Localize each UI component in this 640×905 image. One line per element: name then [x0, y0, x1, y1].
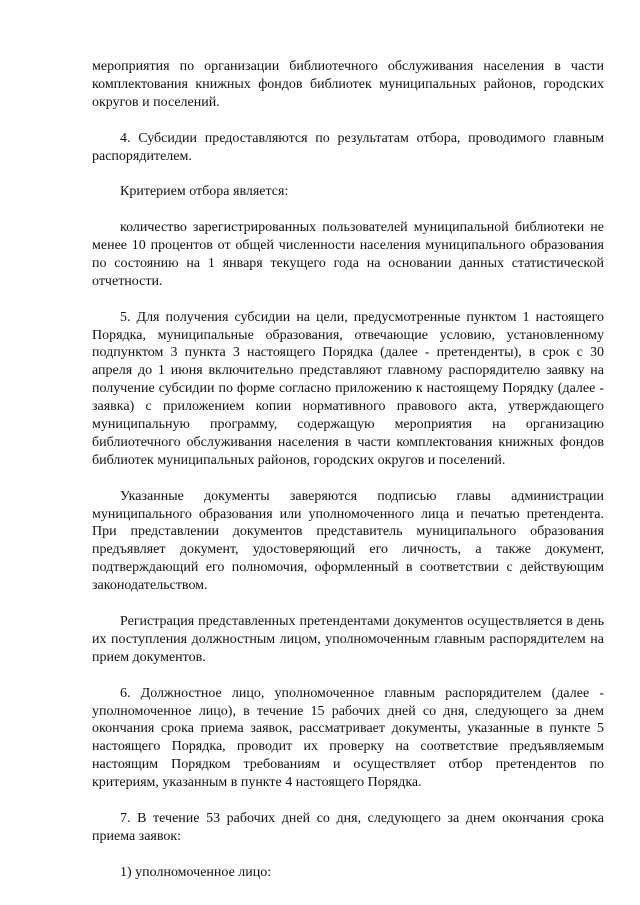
paragraph-registration: Регистрация представленных претендентами документов осуществляется в день их поступления должностным лицом, уполномоченным главным распорядителем на прием документов.: [92, 614, 604, 665]
paragraph-criterion-heading: Критерием отбора является:: [120, 184, 289, 200]
paragraph-item-6: 6. Должностное лицо, уполномоченное главным распорядителем (далее - уполномоченное лицо), в течение 15 рабочих дней со дня, следующего за днем окончания срока приема заявок, рассматривает документы, указанные в пункте 5 настоящего Порядка, проводит их проверку на соответствие предъявляемым настоящим Порядком требованиям и осуществляет отбор претендентов по критериям, указанным в пункте 4 настоящего Порядка.: [92, 685, 604, 791]
paragraph-item-5: 5. Для получения субсидии на цели, предусмотренные пунктом 1 настоящего Порядка, муниципальные образования, отвечающие условию, установленному подпунктом 3 пункта 3 настоящего Порядка (далее - претенденты), в срок с 30 апреля до 1 июня включительно представляют главному распорядителю заявку на получение субсидии по форме согласно приложению к настоящему Порядку (далее - заявка) с приложением копии нормативного правового акта, утверждающего муниципальную программу, содержащую мероприятия на организацию библиотечного обслуживания населения в части комплектования книжных фондов библиотек муниципальных районов, городских округов и поселений.: [92, 309, 604, 468]
paragraph-continuation: мероприятия по организации библиотечного обслуживания населения в части комплектования книжных фондов библиотек муниципальных районов, городских округов и поселений.: [92, 59, 604, 110]
paragraph-subitem-1: 1) уполномоченное лицо:: [120, 864, 272, 880]
paragraph-item-7: 7. В течение 53 рабочих дней со дня, следующего за днем окончания срока приема заявок:: [92, 810, 604, 844]
document-page: [92, 58, 604, 899]
paragraph-item-4: 4. Субсидии предоставляются по результатам отбора, проводимого главным распорядителем.: [92, 130, 604, 164]
paragraph-criterion: количество зарегистрированных пользователей муниципальной библиотеки не менее 10 процентов от общей численности населения муниципального образования по состоянию на 1 января текущего года на основании данных статистической отчетности.: [92, 220, 604, 289]
paragraph-documents-certification: Указанные документы заверяются подписью главы администрации муниципального образования или уполномоченного лица и печатью претендента. При представлении документов представитель муниципального образования предъявляет документ, удостоверяющий его личность, а также документ, подтверждающий его полномочия, оформленный в соответствии с действующим законодательством.: [92, 488, 604, 594]
